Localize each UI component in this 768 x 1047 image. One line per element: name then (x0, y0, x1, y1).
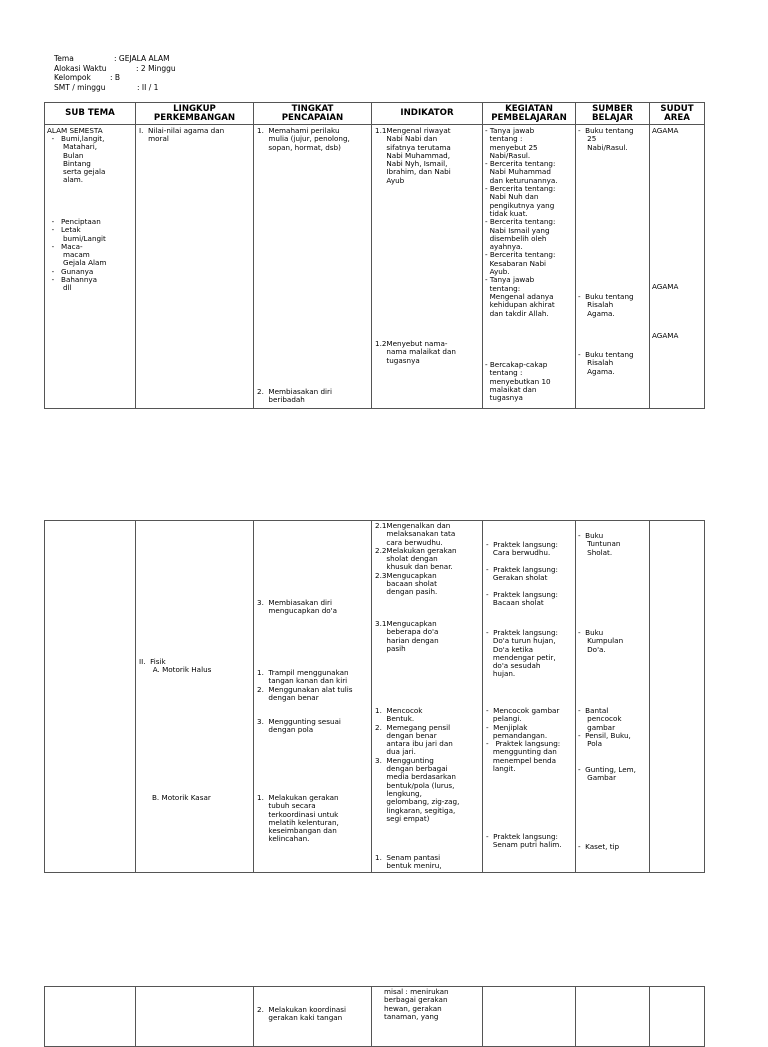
kelompok-value: : B (110, 73, 121, 82)
sumber-4: - Gunting, Lem, Gambar (578, 765, 636, 783)
sub-tema-cell (45, 987, 136, 1047)
indikator-2: 1.2Menyebut nama- nama malaikat dan tugasnya (375, 339, 456, 365)
tingkat-1: 3. Membiasakan diri mengucapkan do'a (257, 598, 338, 616)
header-lingkup: LINGKUP PERKEMBANGAN (136, 103, 254, 125)
sudut-cell (650, 521, 705, 873)
kelompok-label: Kelompok (54, 73, 91, 82)
tingkat-cell (254, 987, 372, 1047)
smt-value: : II / 1 (137, 82, 159, 92)
sumber-1: - Buku tentang 25 Nabi/Rasul. (578, 126, 634, 152)
plan-table-2 (44, 520, 705, 873)
sub-tema-cell (45, 125, 136, 409)
sumber-5: - Kaset, tip (578, 842, 620, 851)
kegiatan-4: - Praktek langsung: Senam putri halim. (486, 832, 562, 850)
kegiatan-cell (483, 987, 576, 1047)
header-sudut: SUDUT AREA (650, 103, 705, 125)
kegiatan-3: - Mencocok gambar pelangi. - Menjiplak pemandangan. - Praktek langsung: menggunting dan menempel benda langit. (486, 706, 561, 774)
lingkup-fisik: II. Fisik A. Motorik Halus (139, 657, 212, 675)
kegiatan-cell (483, 125, 576, 409)
sudut-3: AGAMA (652, 331, 679, 340)
kegiatan-2: - Praktek langsung: Do'a turun hujan, Do'a ketika mendengar petir, do'a sesudah hujan. (486, 628, 558, 679)
sumber-2: - Buku tentang Risalah Agama. (578, 292, 634, 318)
header-kegiatan: KEGIATAN PEMBELAJARAN (483, 103, 576, 125)
header-sumber: SUMBER BELAJAR (576, 103, 650, 125)
kegiatan-2: - Bercakap-cakap tentang : menyebutkan 10 malaikat dan tugasnya (485, 360, 551, 403)
kegiatan-cell (483, 521, 576, 873)
tingkat-1: 1. Memahami perilaku mulia (jujur, penolong, sopan, hormat, dsb) (257, 126, 350, 152)
indikator-1: 2.1Mengenalkan dan melaksanakan tata cara berwudhu. 2.2Melakukan gerakan sholat dengan khusuk dan benar. 2.3Mengucapkan bacaan sholat dengan pasih. (375, 521, 457, 597)
plan-table-1 (44, 102, 705, 409)
sub-tema-cell (45, 521, 136, 873)
sumber-cell (576, 125, 650, 409)
alokasi-value: : 2 Minggu (136, 63, 176, 73)
table-row (45, 987, 705, 1047)
tingkat-3: 3. Menggunting sesuai dengan pola (257, 717, 341, 735)
sumber-3: - Buku tentang Risalah Agama. (578, 350, 634, 376)
sub-tema-list-2: - Penciptaan - Letak bumi/Langit - Maca- macam Gejala Alam - Gunanya - Bahannya dll (51, 217, 107, 293)
lingkup-cell (136, 125, 254, 409)
tingkat-1: 2. Melakukan koordinasi gerakan kaki tangan (257, 1005, 347, 1023)
document-meta (54, 54, 176, 92)
table-row (45, 521, 705, 873)
indikator-1: 1.1Mengenal riwayat Nabi Nabi dan sifatnya terutama Nabi Muhammad, Nabi Nyh, Ismail, Ibrahim, dan Nabi Ayub (375, 126, 451, 185)
tingkat-4: 1. Melakukan gerakan tubuh secara terkoordinasi untuk melatih kelenturan, keseimbangan dan kelincahan. (257, 793, 339, 844)
smt-label: SMT / minggu (54, 82, 106, 92)
tingkat-2: 1. Trampil menggunakan tangan kanan dan kiri 2. Menggunakan alat tulis dengan benar (257, 668, 353, 702)
plan-table-3 (44, 986, 705, 1047)
sudut-2: AGAMA (652, 282, 679, 291)
indikator-cell (372, 521, 483, 873)
alokasi-label: Alokasi Waktu (54, 63, 107, 73)
table-row (45, 125, 705, 409)
sub-tema-title: ALAM SEMESTA (47, 126, 103, 135)
sumber-2: - Buku Kumpulan Do'a. (578, 628, 624, 654)
sudut-1: AGAMA (652, 126, 679, 135)
sumber-cell (576, 521, 650, 873)
header-sub-tema: SUB TEMA (45, 103, 136, 125)
tema-value: : GEJALA ALAM (114, 54, 170, 63)
indikator-4: 1. Senam pantasi bentuk meniru, (375, 853, 442, 871)
sumber-1: - Buku Tuntunan Sholat. (578, 531, 621, 557)
header-row (45, 103, 705, 125)
kegiatan-1: - Tanya jawab tentang : menyebut 25 Nabi/Rasul. - Bercerita tentang: Nabi Muhammad dan keturunannya. - Bercerita tentang: Nabi Nuh dan pengikutnya yang tidak kuat. - Bercerita tentang: Nabi Ismail yang disembelih oleh ayahnya. - Bercerita tentang: Kesabaran Nabi Ayub. - Tanya jawab tentang: Mengenal adanya kehidupan akhirat dan takdir Allah. (485, 126, 558, 318)
tingkat-cell (254, 521, 372, 873)
tema-label: Tema (54, 54, 74, 63)
sudut-cell (650, 125, 705, 409)
tingkat-2: 2. Membiasakan diri beribadah (257, 387, 332, 405)
indikator-1: misal : menirukan berbagai gerakan hewan, gerakan tanaman, yang (384, 987, 449, 1021)
tingkat-cell (254, 125, 372, 409)
indikator-cell (372, 987, 483, 1047)
lingkup-motorik-kasar: B. Motorik Kasar (152, 793, 211, 802)
indikator-cell (372, 125, 483, 409)
lingkup-cell (136, 521, 254, 873)
lingkup-cell (136, 987, 254, 1047)
sumber-3: - Bantal pencocok gambar - Pensil, Buku, Pola (578, 706, 631, 749)
kegiatan-1: - Praktek langsung: Cara berwudhu. - Praktek langsung: Gerakan sholat - Praktek langsung: Bacaan sholat (486, 540, 558, 608)
sudut-cell (650, 987, 705, 1047)
header-indikator: INDIKATOR (372, 103, 483, 125)
lingkup-text: I. Nilai-nilai agama dan moral (139, 126, 225, 144)
sub-tema-list-1: - Bumi,langit, Matahari, Bulan Bintang serta gejala alam. (51, 134, 106, 185)
sumber-cell (576, 987, 650, 1047)
indikator-2: 3.1Mengucapkan beberapa do'a harian dengan pasih (375, 619, 439, 653)
header-tingkat: TINGKAT PENCAPAIAN (254, 103, 372, 125)
indikator-3: 1. Mencocok Bentuk. 2. Memegang pensil dengan benar antara ibu jari dan dua jari. 3. Menggunting dengan berbagai media berdasarkan bentuk/pola (lurus, lengkung, gelombang, zig-zag, lingkaran, segitiga, segi empat) (375, 706, 460, 823)
